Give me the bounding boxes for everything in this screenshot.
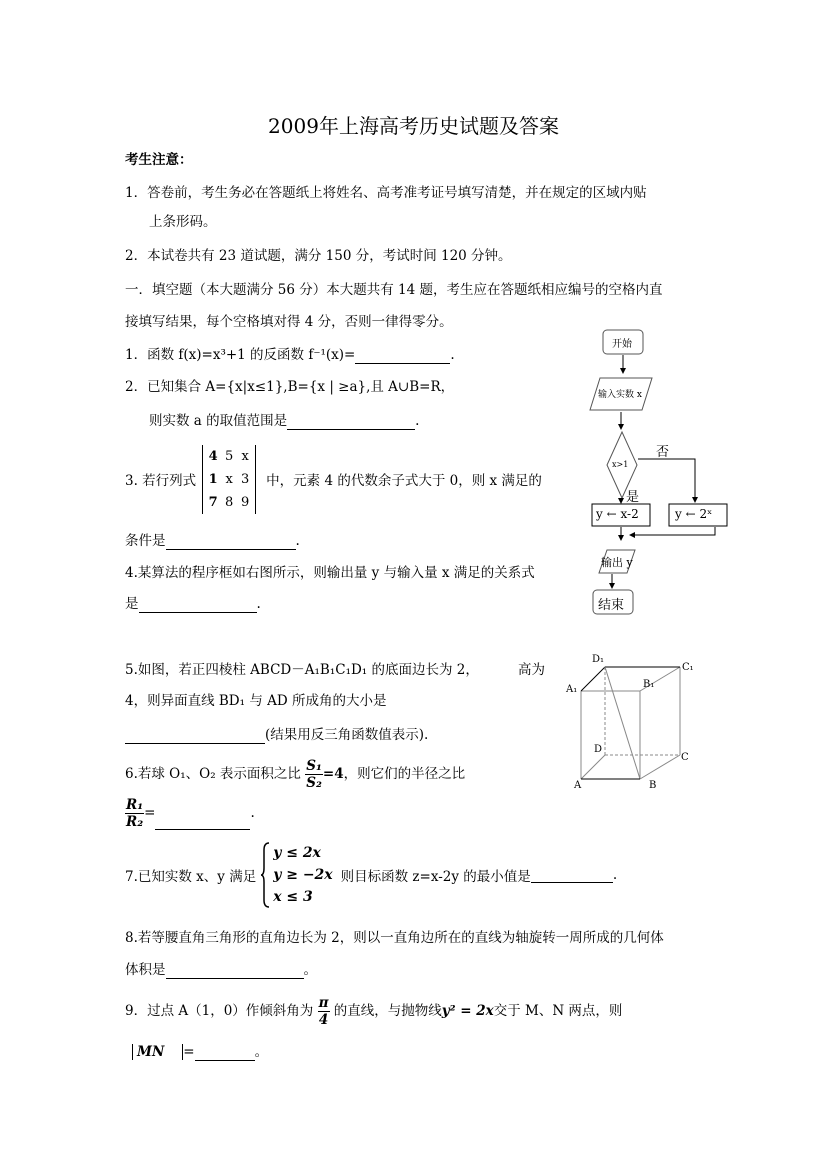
flow-condition-label: x>1 <box>612 460 629 469</box>
label-c1: C₁ <box>682 662 694 673</box>
answer-blank[interactable] <box>195 1046 255 1061</box>
question-4-cont <box>125 595 261 613</box>
notice-item-1: 1．答卷前，考生务必在答题纸上将姓名、高考准考证号填写清楚，并在规定的区域内贴 <box>125 185 647 201</box>
answer-blank[interactable] <box>166 535 296 550</box>
flow-no-box-label: y ← 2ˣ <box>675 507 713 521</box>
flow-yes-box-label: y ← x-2 <box>596 507 639 521</box>
label-b1: B₁ <box>643 679 655 690</box>
label-b: B <box>649 780 657 791</box>
q4-text: 是 <box>125 596 139 612</box>
fraction-pi-4 <box>318 995 330 1028</box>
answer-blank[interactable] <box>125 729 265 744</box>
flow-input-label: 输入实数 x <box>598 390 642 400</box>
q9-curve: y² = 2x <box>441 1003 494 1019</box>
section-intro-cont: 接填写结果，每个空格填对得 4 分，否则一律得零分。 <box>125 314 453 330</box>
q9-suffix: 交于 M、N 两点，则 <box>493 1003 623 1019</box>
constraint: y ≤ 2x <box>273 845 321 861</box>
matrix-cell: 4 <box>208 448 218 464</box>
page-title: 2009年上海高考历史试题及答案 <box>268 114 559 138</box>
question-6-cont <box>125 797 255 830</box>
matrix-cell: 9 <box>241 494 250 510</box>
q9-end: 。 <box>254 1044 269 1060</box>
question-7 <box>125 840 617 910</box>
question-9-cont <box>132 1043 268 1061</box>
flow-no-label: 否 <box>656 445 670 460</box>
answer-blank[interactable] <box>155 815 250 830</box>
notice-heading: 考生注意： <box>125 152 193 168</box>
question-9 <box>125 995 622 1028</box>
determinant <box>202 445 256 514</box>
answer-blank[interactable] <box>166 964 304 979</box>
question-1 <box>125 346 455 364</box>
matrix-cell: 1 <box>208 471 218 487</box>
constraint: y ≥ −2x <box>273 867 333 883</box>
flowchart <box>580 320 740 620</box>
answer-blank[interactable] <box>355 349 450 364</box>
matrix-cell: 5 <box>225 448 234 464</box>
answer-blank[interactable] <box>287 415 415 430</box>
constraint-group <box>260 842 332 908</box>
q6-eq: =4 <box>322 766 344 782</box>
q7-prefix: 7.已知实数 x、y 满足 <box>125 869 257 885</box>
question-6 <box>125 758 465 791</box>
q2-end: . <box>415 413 420 429</box>
flow-start-label: 开始 <box>612 339 632 350</box>
matrix-cell: x <box>225 471 233 487</box>
question-8: 8.若等腰直角三角形的直角边长为 2，则以一直角边所在的直线为轴旋转一周所成的几何体 <box>125 930 664 946</box>
q9-mid: 的直线，与抛物线 <box>333 1003 442 1019</box>
answer-blank[interactable] <box>531 868 613 883</box>
q1-end: . <box>450 347 455 363</box>
fraction-s <box>305 758 323 791</box>
q9-eq: = <box>183 1044 195 1060</box>
flow-end-label: 结束 <box>598 598 625 613</box>
q8-end: 。 <box>303 962 317 978</box>
notice-item-1-cont: 上条形码。 <box>149 214 217 230</box>
q2-text: 则实数 a 的取值范围是 <box>149 413 288 429</box>
q6-suffix: ，则它们的半径之比 <box>343 766 466 782</box>
label-d1: D₁ <box>592 654 605 665</box>
fraction-den: 4 <box>318 1012 329 1028</box>
fraction-num: S₁ <box>306 758 322 774</box>
fraction-num: π <box>318 995 329 1011</box>
q4-end: . <box>256 596 261 612</box>
matrix-cell: 7 <box>208 494 218 510</box>
matrix-cell: 3 <box>241 471 250 487</box>
brace <box>260 842 270 908</box>
q6-eq2: = <box>144 805 156 821</box>
question-4: 4.某算法的程序框如右图所示，则输出量 y 与输入量 x 满足的关系式 <box>125 565 535 581</box>
fraction-den: R₂ <box>126 814 144 830</box>
q3-text: 条件是 <box>125 533 166 549</box>
fraction-num: R₁ <box>126 797 144 813</box>
fraction-den: S₂ <box>306 775 322 791</box>
question-2-cont <box>149 412 419 430</box>
q8-text: 体积是 <box>125 962 166 978</box>
q3-cont <box>125 532 300 550</box>
constraint-system <box>273 842 332 908</box>
q3-suffix: 中，元素 4 的代数余子式大于 0，则 x 满足的 <box>266 473 542 489</box>
label-a: A <box>574 780 582 791</box>
q5-right: 高为 <box>518 662 545 678</box>
label-d: D <box>594 744 603 755</box>
flow-output-label: 输出 y <box>601 556 633 569</box>
section-intro: 一．填空题（本大题满分 56 分）本大题共有 14 题，考生应在答题纸相应编号的空格内直 <box>125 282 663 298</box>
fraction-r <box>125 797 144 830</box>
q3-end: . <box>295 533 300 549</box>
label-c: C <box>681 752 689 763</box>
question-2: 2．已知集合 A={x|x≤1},B={x | ≥a},且 A∪B=R， <box>125 379 455 395</box>
q7-end: . <box>612 867 618 883</box>
q7-text: 则目标函数 z=x-2y 的最小值是 <box>340 869 531 885</box>
question-5-cont2 <box>125 726 428 744</box>
q1-text: 1．函数 f(x)=x³+1 的反函数 f⁻¹(x)= <box>125 347 356 363</box>
label-a1: A₁ <box>566 684 578 695</box>
matrix-cell: 8 <box>225 494 234 510</box>
abs-mn: MN <box>132 1044 164 1060</box>
q6-end: . <box>250 805 255 821</box>
q5-text: (结果用反三角函数值表示). <box>265 727 429 743</box>
flow-yes-label: 是 <box>626 490 640 505</box>
answer-blank[interactable] <box>139 598 257 613</box>
question-3 <box>125 444 542 514</box>
q6-text: 6.若球 O₁、O₂ 表示面积之比 <box>125 766 301 782</box>
constraint: x ≤ 3 <box>273 889 313 905</box>
question-5: 5.如图，若正四棱柱 ABCD－A₁B₁C₁D₁ 的底面边长为 2， <box>125 662 479 678</box>
q9-text: 9．过点 A（1，0）作倾斜角为 <box>125 1003 314 1019</box>
question-5-cont: 4，则异面直线 BD₁ 与 AD 所成角的大小是 <box>125 693 387 709</box>
question-8-cont <box>125 961 317 979</box>
matrix-cell: x <box>241 448 249 464</box>
notice-item-2: 2．本试卷共有 23 道试题，满分 150 分，考试时间 120 分钟。 <box>125 248 512 264</box>
q3-prefix: 3. 若行列式 <box>125 473 197 489</box>
